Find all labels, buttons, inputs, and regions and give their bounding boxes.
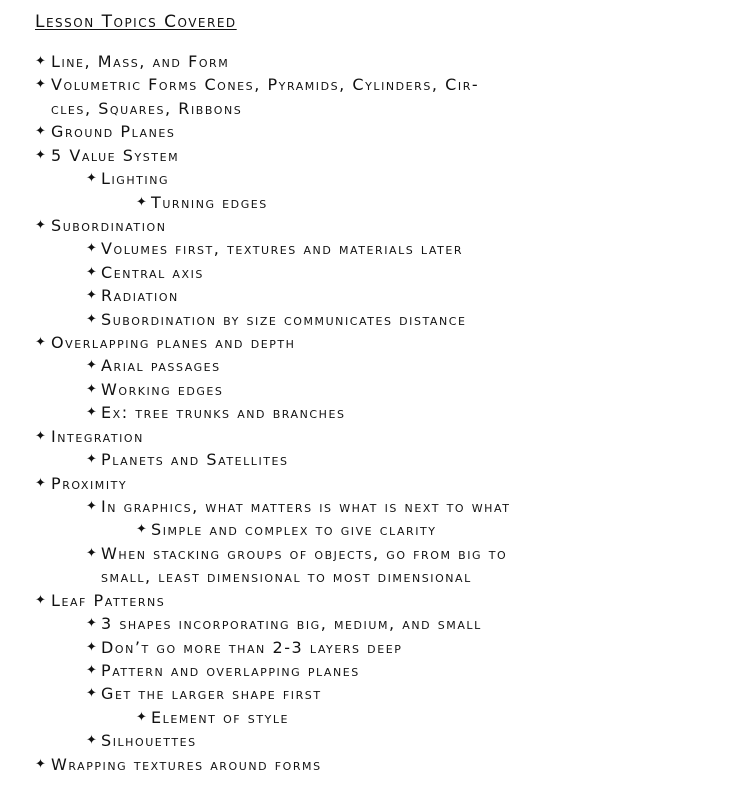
topic-item: Leaf Patterns bbox=[51, 590, 166, 610]
bullet-icon: ✦ bbox=[86, 733, 97, 749]
topic-item: Wrapping textures around forms bbox=[51, 754, 322, 774]
topic-item: Simple and complex to give clarity bbox=[151, 520, 437, 540]
bullet-icon: ✦ bbox=[86, 358, 97, 374]
bullet-icon: ✦ bbox=[35, 756, 46, 772]
topic-item: 5 Value System bbox=[51, 145, 180, 165]
topic-item-continuation: cles, Squares, Ribbons bbox=[51, 98, 243, 118]
topic-item: Don’t go more than 2-3 layers deep bbox=[101, 637, 403, 657]
topic-item: Integration bbox=[51, 426, 144, 446]
topic-item: Silhouettes bbox=[101, 731, 197, 751]
bullet-icon: ✦ bbox=[86, 616, 97, 632]
bullet-icon: ✦ bbox=[86, 311, 97, 327]
bullet-icon: ✦ bbox=[86, 662, 97, 678]
topic-item: Subordination bbox=[51, 215, 167, 235]
topic-item: Element of style bbox=[151, 707, 290, 727]
bullet-icon: ✦ bbox=[136, 522, 147, 538]
topic-item: Arial passages bbox=[101, 356, 221, 376]
bullet-icon: ✦ bbox=[86, 288, 97, 304]
topic-item: Ground Planes bbox=[51, 122, 176, 142]
bullet-icon: ✦ bbox=[35, 428, 46, 444]
bullet-icon: ✦ bbox=[86, 545, 97, 561]
bullet-icon: ✦ bbox=[86, 171, 97, 187]
topic-item: Lighting bbox=[101, 169, 170, 189]
bullet-icon: ✦ bbox=[86, 381, 97, 397]
bullet-icon: ✦ bbox=[86, 498, 97, 514]
topic-item: Line, Mass, and Form bbox=[51, 52, 230, 71]
bullet-icon: ✦ bbox=[35, 592, 46, 608]
topic-item: Volumetric Forms Cones, Pyramids, Cylinders, Cir- bbox=[51, 75, 480, 95]
bullet-icon: ✦ bbox=[35, 475, 46, 491]
bullet-icon: ✦ bbox=[86, 241, 97, 257]
topic-item-continuation: small, least dimensional to most dimensional bbox=[101, 567, 472, 587]
topic-item: Planets and Satellites bbox=[101, 450, 289, 470]
bullet-icon: ✦ bbox=[35, 124, 46, 140]
topic-item: Working edges bbox=[101, 379, 224, 399]
bullet-icon: ✦ bbox=[86, 639, 97, 655]
topic-item: Central axis bbox=[101, 262, 204, 282]
bullet-icon: ✦ bbox=[35, 217, 46, 233]
topic-item: Ex: tree trunks and branches bbox=[101, 403, 346, 423]
topic-item: Volumes first, textures and materials later bbox=[101, 239, 464, 259]
bullet-icon: ✦ bbox=[86, 686, 97, 702]
topic-item: Pattern and overlapping planes bbox=[101, 660, 360, 680]
bullet-icon: ✦ bbox=[86, 405, 97, 421]
bullet-icon: ✦ bbox=[35, 77, 46, 93]
topic-item: In graphics, what matters is what is next to what bbox=[101, 496, 511, 516]
topic-item: When stacking groups of objects, go from big to bbox=[101, 543, 508, 563]
bullet-icon: ✦ bbox=[35, 54, 46, 69]
bullet-icon: ✦ bbox=[35, 335, 46, 351]
topic-item: 3 shapes incorporating big, medium, and small bbox=[101, 614, 482, 634]
bullet-icon: ✦ bbox=[136, 709, 147, 725]
bullet-icon: ✦ bbox=[136, 194, 147, 210]
topic-item: Turning edges bbox=[151, 192, 268, 212]
bullet-icon: ✦ bbox=[35, 147, 46, 163]
bullet-icon: ✦ bbox=[86, 264, 97, 280]
topic-item: Subordination by size communicates distance bbox=[101, 309, 467, 329]
bullet-icon: ✦ bbox=[86, 452, 97, 468]
topic-item: Proximity bbox=[51, 473, 128, 493]
lesson-topics-heading: Lesson Topics Covered bbox=[35, 12, 237, 32]
topic-item: Radiation bbox=[101, 286, 179, 306]
topic-item: Overlapping planes and depth bbox=[51, 333, 296, 353]
topic-item: Get the larger shape first bbox=[101, 684, 322, 704]
